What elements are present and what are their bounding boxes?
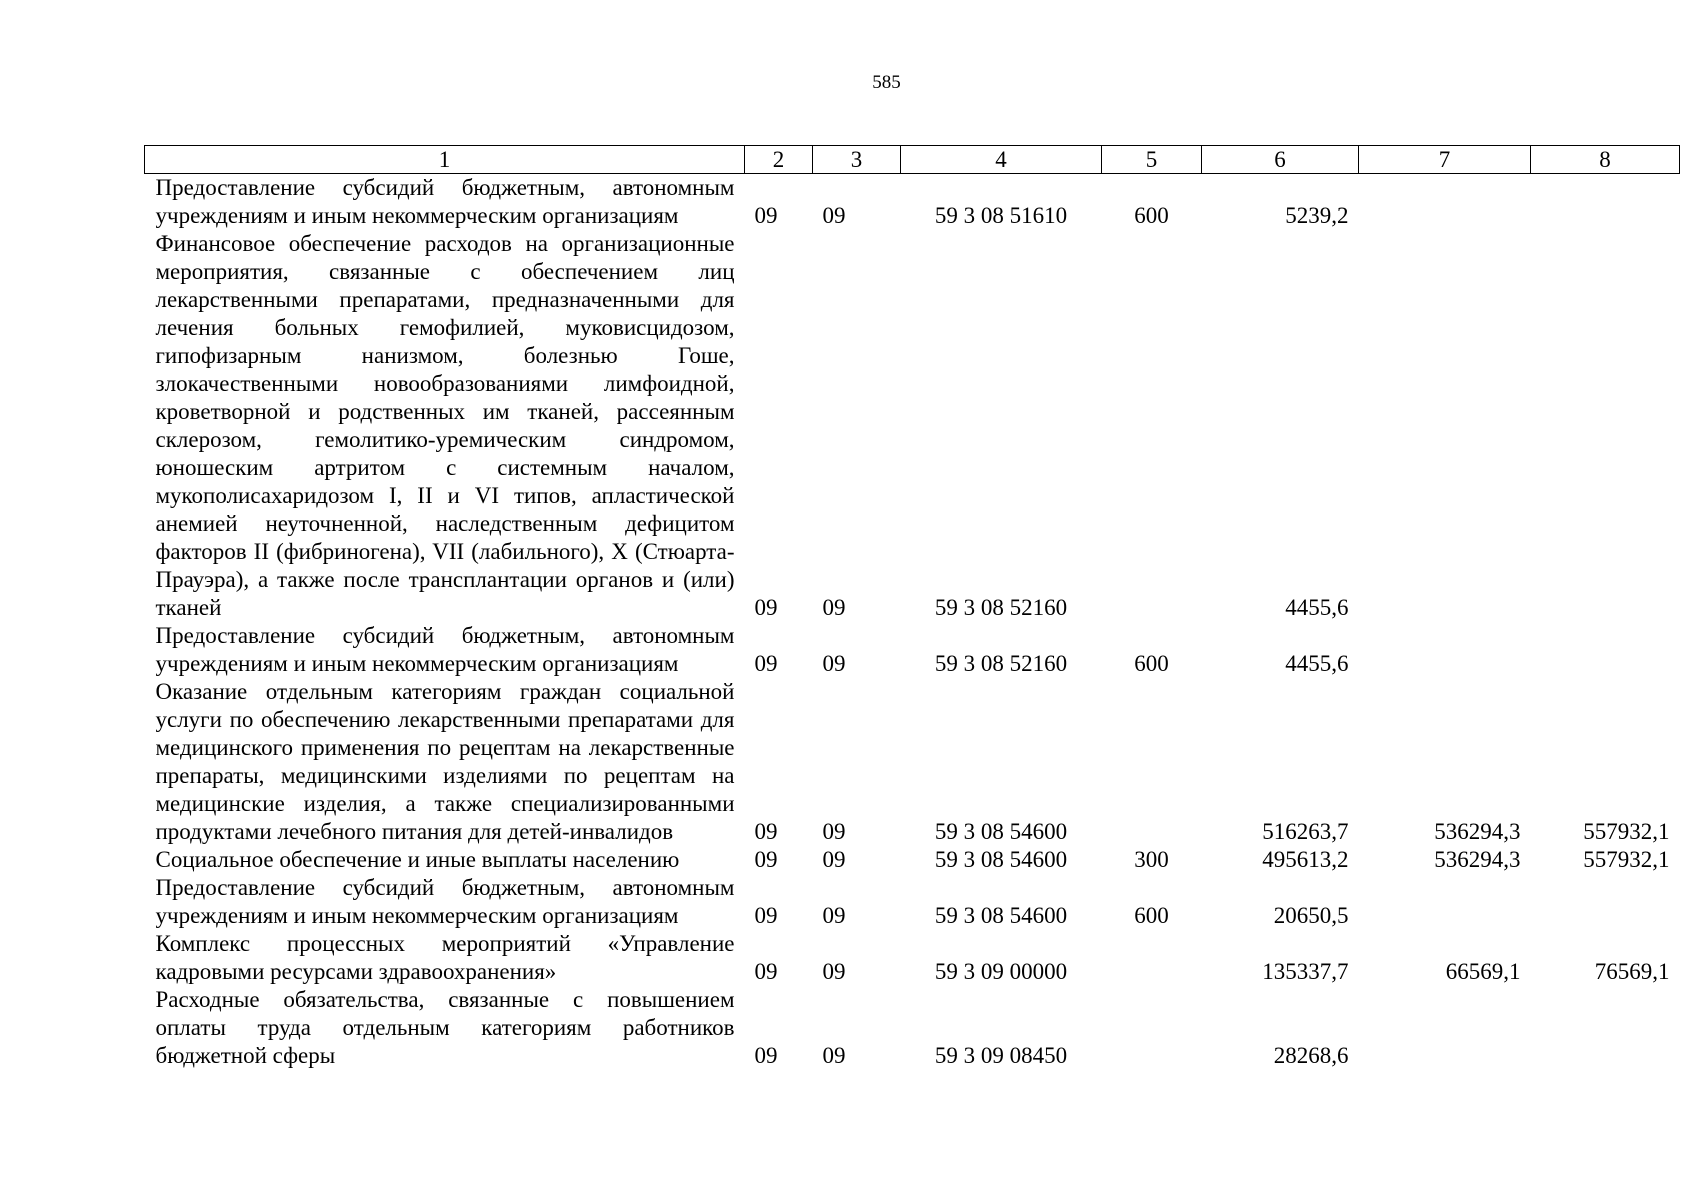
row-name: Предоставление субсидий бюджетным, автономным учреждениям и иным некоммерческим организациям: [155, 623, 735, 676]
table-row: [145, 986, 1680, 1070]
header-row: [145, 146, 1680, 174]
row-section: 09: [754, 903, 778, 928]
table-header: [145, 146, 1680, 174]
header-col-2: 2: [745, 146, 813, 174]
row-expense-type: 600: [1134, 903, 1169, 928]
row-amount-col8: 557932,1: [1583, 847, 1670, 872]
row-name: Финансовое обеспечение расходов на организационные мероприятия, связанные с обеспечением лиц лекарственными препаратами, предназначенными для лечения больных гемофилией, муковисцидозом, гипофизарным нанизмом, болезнью Гоше, злокачественными новообразованиями лимфоидной, кроветворной и родственных им тканей, рассеянным склерозом, гемолитико-уремическим синдромом, юношеским артритом с системным началом, мукополисахаридозом I, II и VI типов, апластической анемией неуточненной, наследственным дефицитом факторов II (фибриногена), VII (лабильного), X (Стюарта-Прауэра), а также после трансплантации органов и (или) тканей: [155, 231, 735, 620]
row-amount-col6: 135337,7: [1262, 959, 1349, 984]
header-col-1: 1: [145, 146, 745, 174]
row-amount-col7: [1359, 622, 1531, 678]
row-name: Расходные обязательства, связанные с повышением оплаты труда отдельным категориям работников бюджетной сферы: [155, 987, 735, 1068]
table-row: [145, 874, 1680, 930]
row-target-code: 59 3 09 00000: [934, 959, 1068, 984]
row-subsection: 09: [822, 903, 846, 928]
row-name: Оказание отдельным категориям граждан социальной услуги по обеспечению лекарственными препаратами для медицинского применения по рецептам на лекарственные препараты, медицинскими изделиями по рецептам на медицинские изделия, а также специализированными продуктами лечебного питания для детей-инвалидов: [155, 679, 735, 844]
row-subsection: 09: [822, 651, 846, 676]
row-amount-col6: 28268,6: [1273, 1043, 1349, 1068]
row-expense-type: 600: [1134, 203, 1169, 228]
table-body: [145, 174, 1680, 1071]
row-expense-type: 600: [1134, 651, 1169, 676]
row-target-code: 59 3 08 51610: [934, 203, 1068, 228]
table-row: [145, 622, 1680, 678]
header-col-6: 6: [1202, 146, 1359, 174]
row-name: Социальное обеспечение и иные выплаты населению: [155, 847, 680, 872]
row-expense-type: [1102, 930, 1202, 986]
row-amount-col7: [1359, 230, 1531, 622]
row-amount-col7: 536294,3: [1434, 847, 1521, 872]
row-amount-col8: [1531, 622, 1680, 678]
row-subsection: 09: [822, 819, 846, 844]
table-row: [145, 846, 1680, 874]
table-row: [145, 930, 1680, 986]
table-row: [145, 230, 1680, 622]
row-amount-col6: 5239,2: [1285, 203, 1349, 228]
row-section: 09: [754, 819, 778, 844]
row-target-code: 59 3 08 54600: [934, 903, 1068, 928]
row-amount-col6: 495613,2: [1262, 847, 1349, 872]
header-col-3: 3: [813, 146, 901, 174]
row-amount-col8: [1531, 174, 1680, 231]
row-amount-col8: [1531, 874, 1680, 930]
row-target-code: 59 3 08 52160: [934, 651, 1068, 676]
row-name: Предоставление субсидий бюджетным, автономным учреждениям и иным некоммерческим организациям: [155, 875, 735, 928]
row-expense-type: [1102, 986, 1202, 1070]
row-amount-col6: 516263,7: [1262, 819, 1349, 844]
row-amount-col8: 76569,1: [1594, 959, 1670, 984]
budget-table: [144, 145, 1680, 1070]
page-number: 585: [872, 72, 901, 93]
row-amount-col7: [1359, 174, 1531, 231]
row-section: 09: [754, 1043, 778, 1068]
row-subsection: 09: [822, 1043, 846, 1068]
row-subsection: 09: [822, 847, 846, 872]
row-subsection: 09: [822, 959, 846, 984]
row-subsection: 09: [822, 595, 846, 620]
row-section: 09: [754, 203, 778, 228]
row-amount-col8: 557932,1: [1583, 819, 1670, 844]
row-name: Комплекс процессных мероприятий «Управление кадровыми ресурсами здравоохранения»: [155, 931, 735, 984]
row-expense-type: [1102, 230, 1202, 622]
table-row: [145, 174, 1680, 231]
row-section: 09: [754, 959, 778, 984]
row-amount-col6: 4455,6: [1285, 595, 1349, 620]
row-section: 09: [754, 847, 778, 872]
row-amount-col7: 536294,3: [1434, 819, 1521, 844]
table-row: [145, 678, 1680, 846]
header-col-5: 5: [1102, 146, 1202, 174]
row-amount-col8: [1531, 230, 1680, 622]
row-amount-col6: 20650,5: [1273, 903, 1349, 928]
row-amount-col7: 66569,1: [1445, 959, 1521, 984]
header-col-4: 4: [901, 146, 1102, 174]
row-expense-type: [1102, 678, 1202, 846]
row-expense-type: 300: [1134, 847, 1169, 872]
row-section: 09: [754, 595, 778, 620]
row-amount-col6: 4455,6: [1285, 651, 1349, 676]
row-amount-col8: [1531, 986, 1680, 1070]
row-amount-col7: [1359, 986, 1531, 1070]
row-target-code: 59 3 08 54600: [934, 847, 1068, 872]
header-col-7: 7: [1359, 146, 1531, 174]
row-target-code: 59 3 09 08450: [934, 1043, 1068, 1068]
header-col-8: 8: [1531, 146, 1680, 174]
row-amount-col7: [1359, 874, 1531, 930]
row-target-code: 59 3 08 54600: [934, 819, 1068, 844]
row-subsection: 09: [822, 203, 846, 228]
row-name: Предоставление субсидий бюджетным, автономным учреждениям и иным некоммерческим организациям: [155, 175, 735, 228]
row-target-code: 59 3 08 52160: [934, 595, 1068, 620]
row-section: 09: [754, 651, 778, 676]
